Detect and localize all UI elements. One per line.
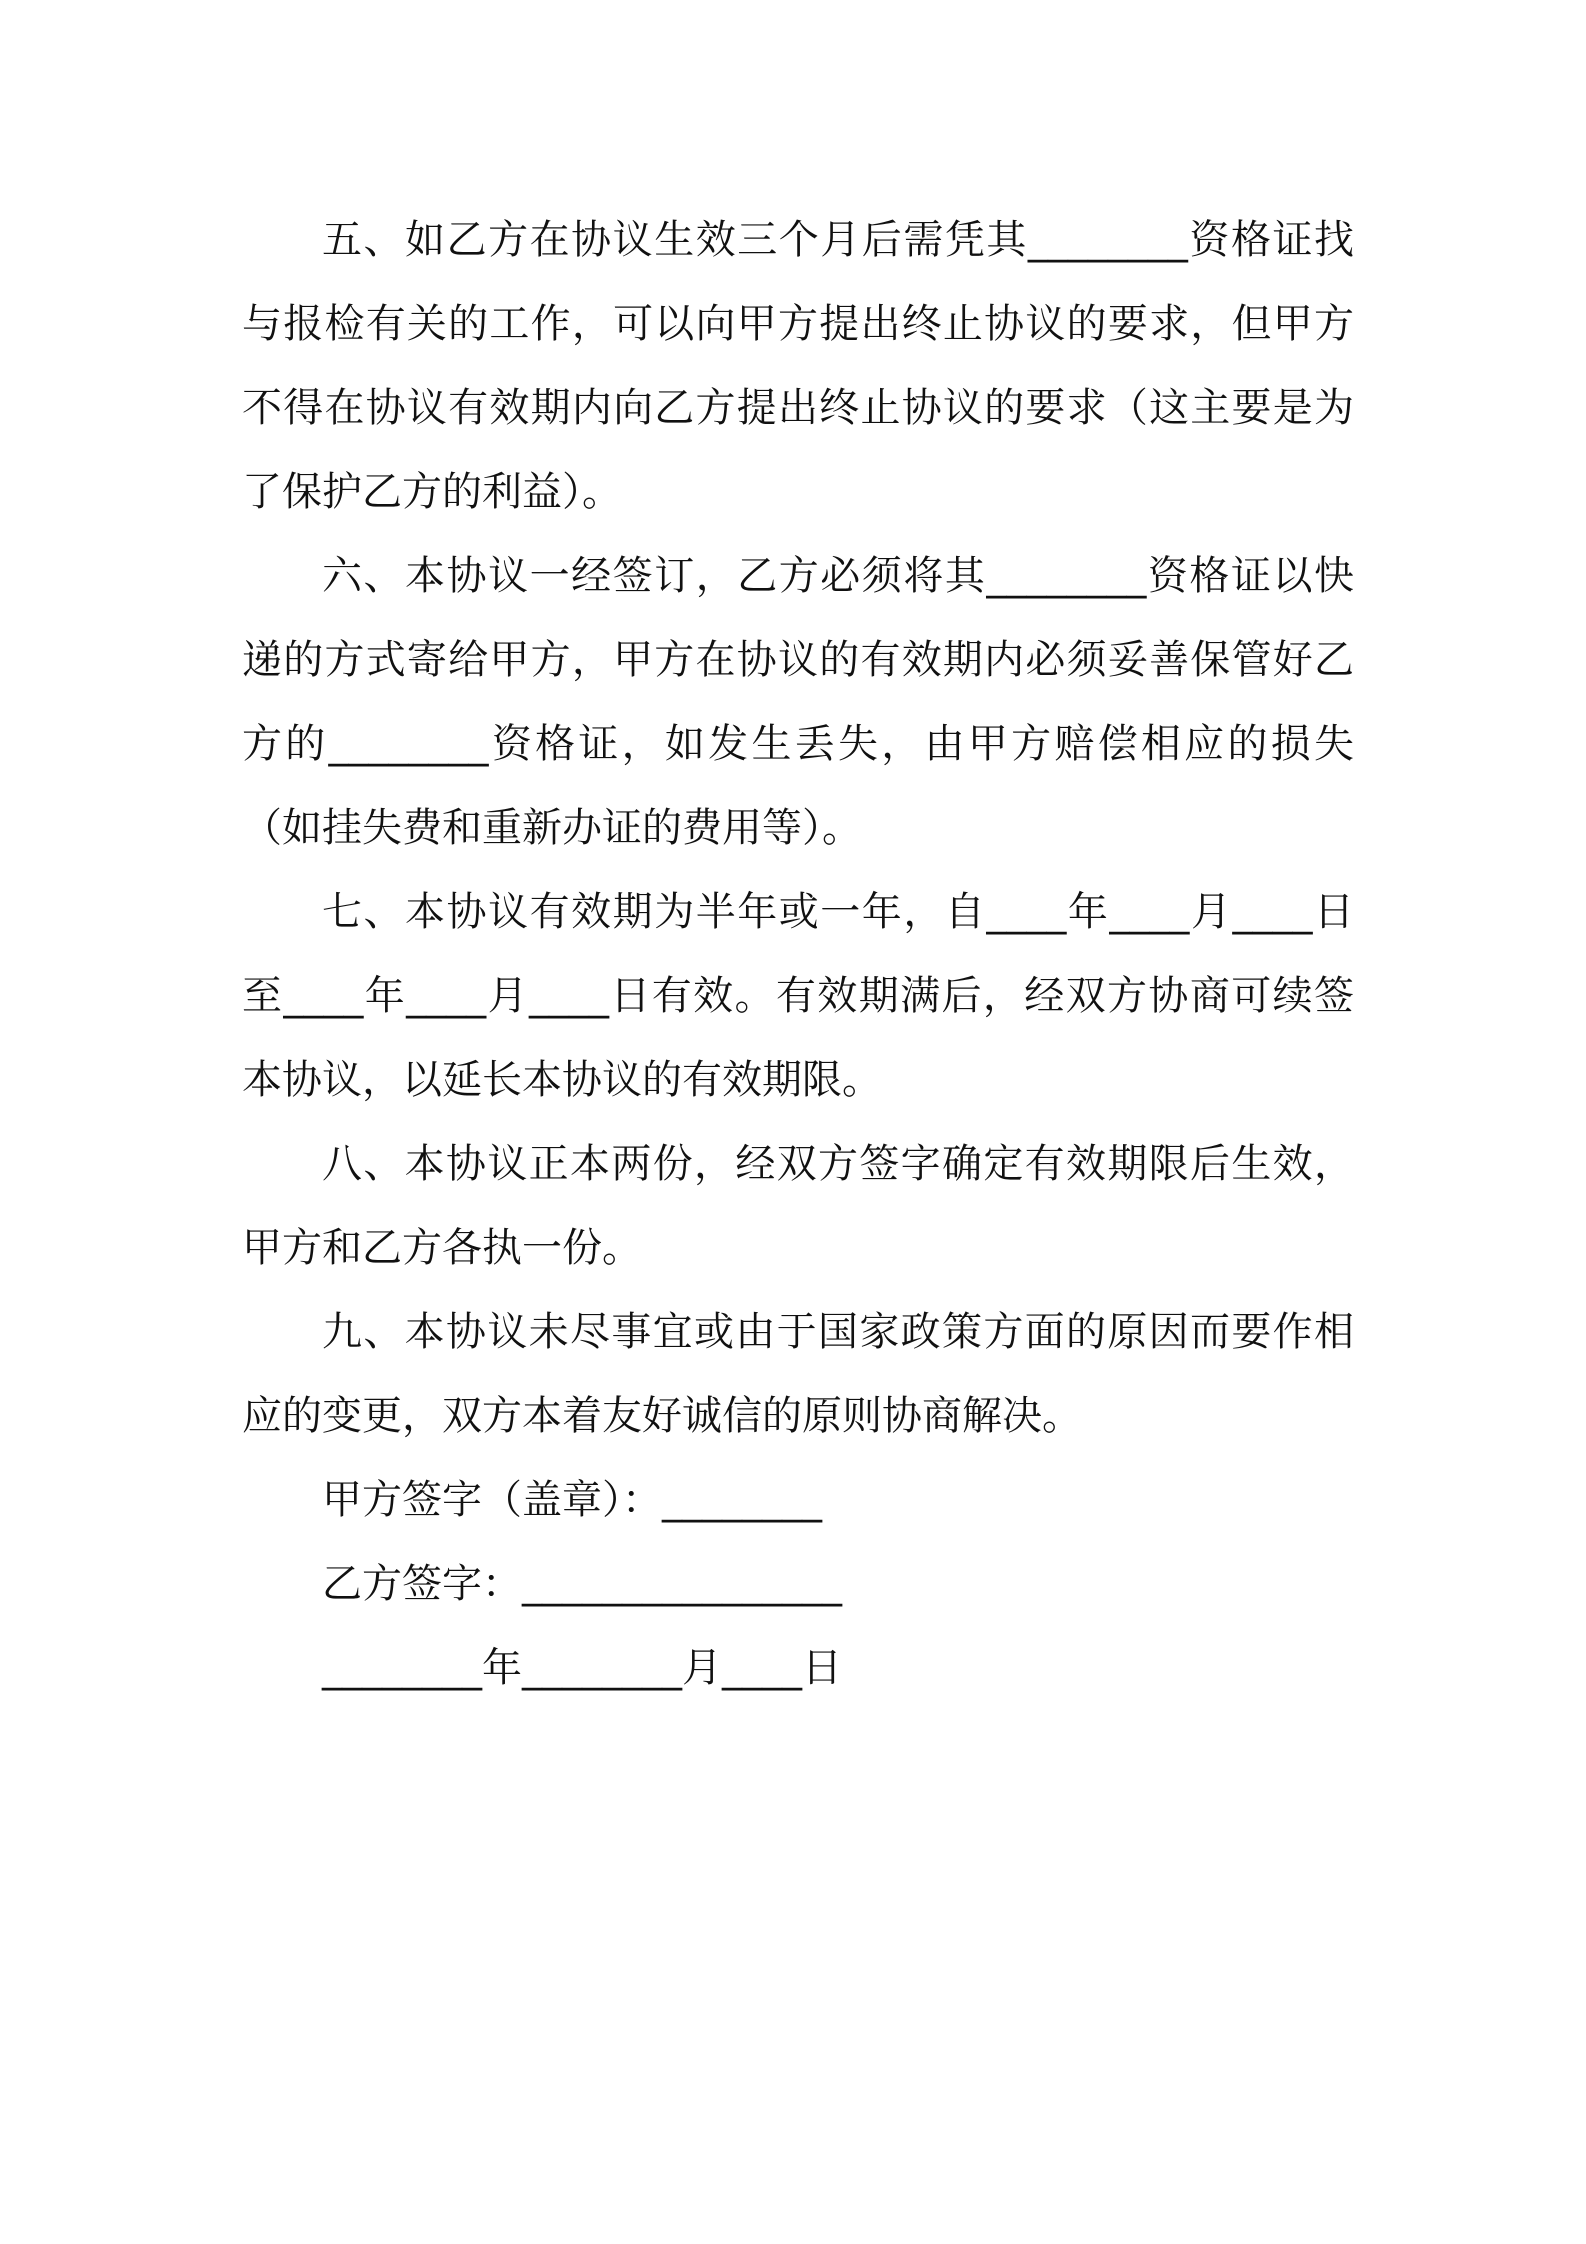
signing-date-line: ________年________月____日: [322, 1645, 842, 1691]
clause-5: 五、如乙方在协议生效三个月后需凭其________资格证找与报检有关的工作，可以向甲方提出终止协议的要求，但甲方不得在协议有效期内向乙方提出终止协议的要求（这主要是为了保护乙方的利益）。: [242, 217, 1354, 515]
clause-6: 六、本协议一经签订，乙方必须将其________资格证以快递的方式寄给甲方，甲方在协议的有效期内必须妥善保管好乙方的________资格证，如发生丢失，由甲方赔偿相应的损失（如挂失费和重新办证的费用等）。: [242, 553, 1354, 851]
clause-9: 九、本协议未尽事宜或由于国家政策方面的原因而要作相应的变更，双方本着友好诚信的原则协商解决。: [242, 1309, 1354, 1439]
party-a-signature-line: 甲方签字（盖章）：________: [322, 1477, 822, 1523]
clause-7: 七、本协议有效期为半年或一年，自____年____月____日至____年____月____日有效。有效期满后，经双方协商可续签本协议，以延长本协议的有效期限。: [242, 889, 1354, 1103]
party-b-signature-line: 乙方签字：________________: [322, 1561, 842, 1607]
clause-8: 八、本协议正本两份，经双方签字确定有效期限后生效，甲方和乙方各执一份。: [242, 1141, 1354, 1271]
document-body: [242, 198, 1354, 1710]
